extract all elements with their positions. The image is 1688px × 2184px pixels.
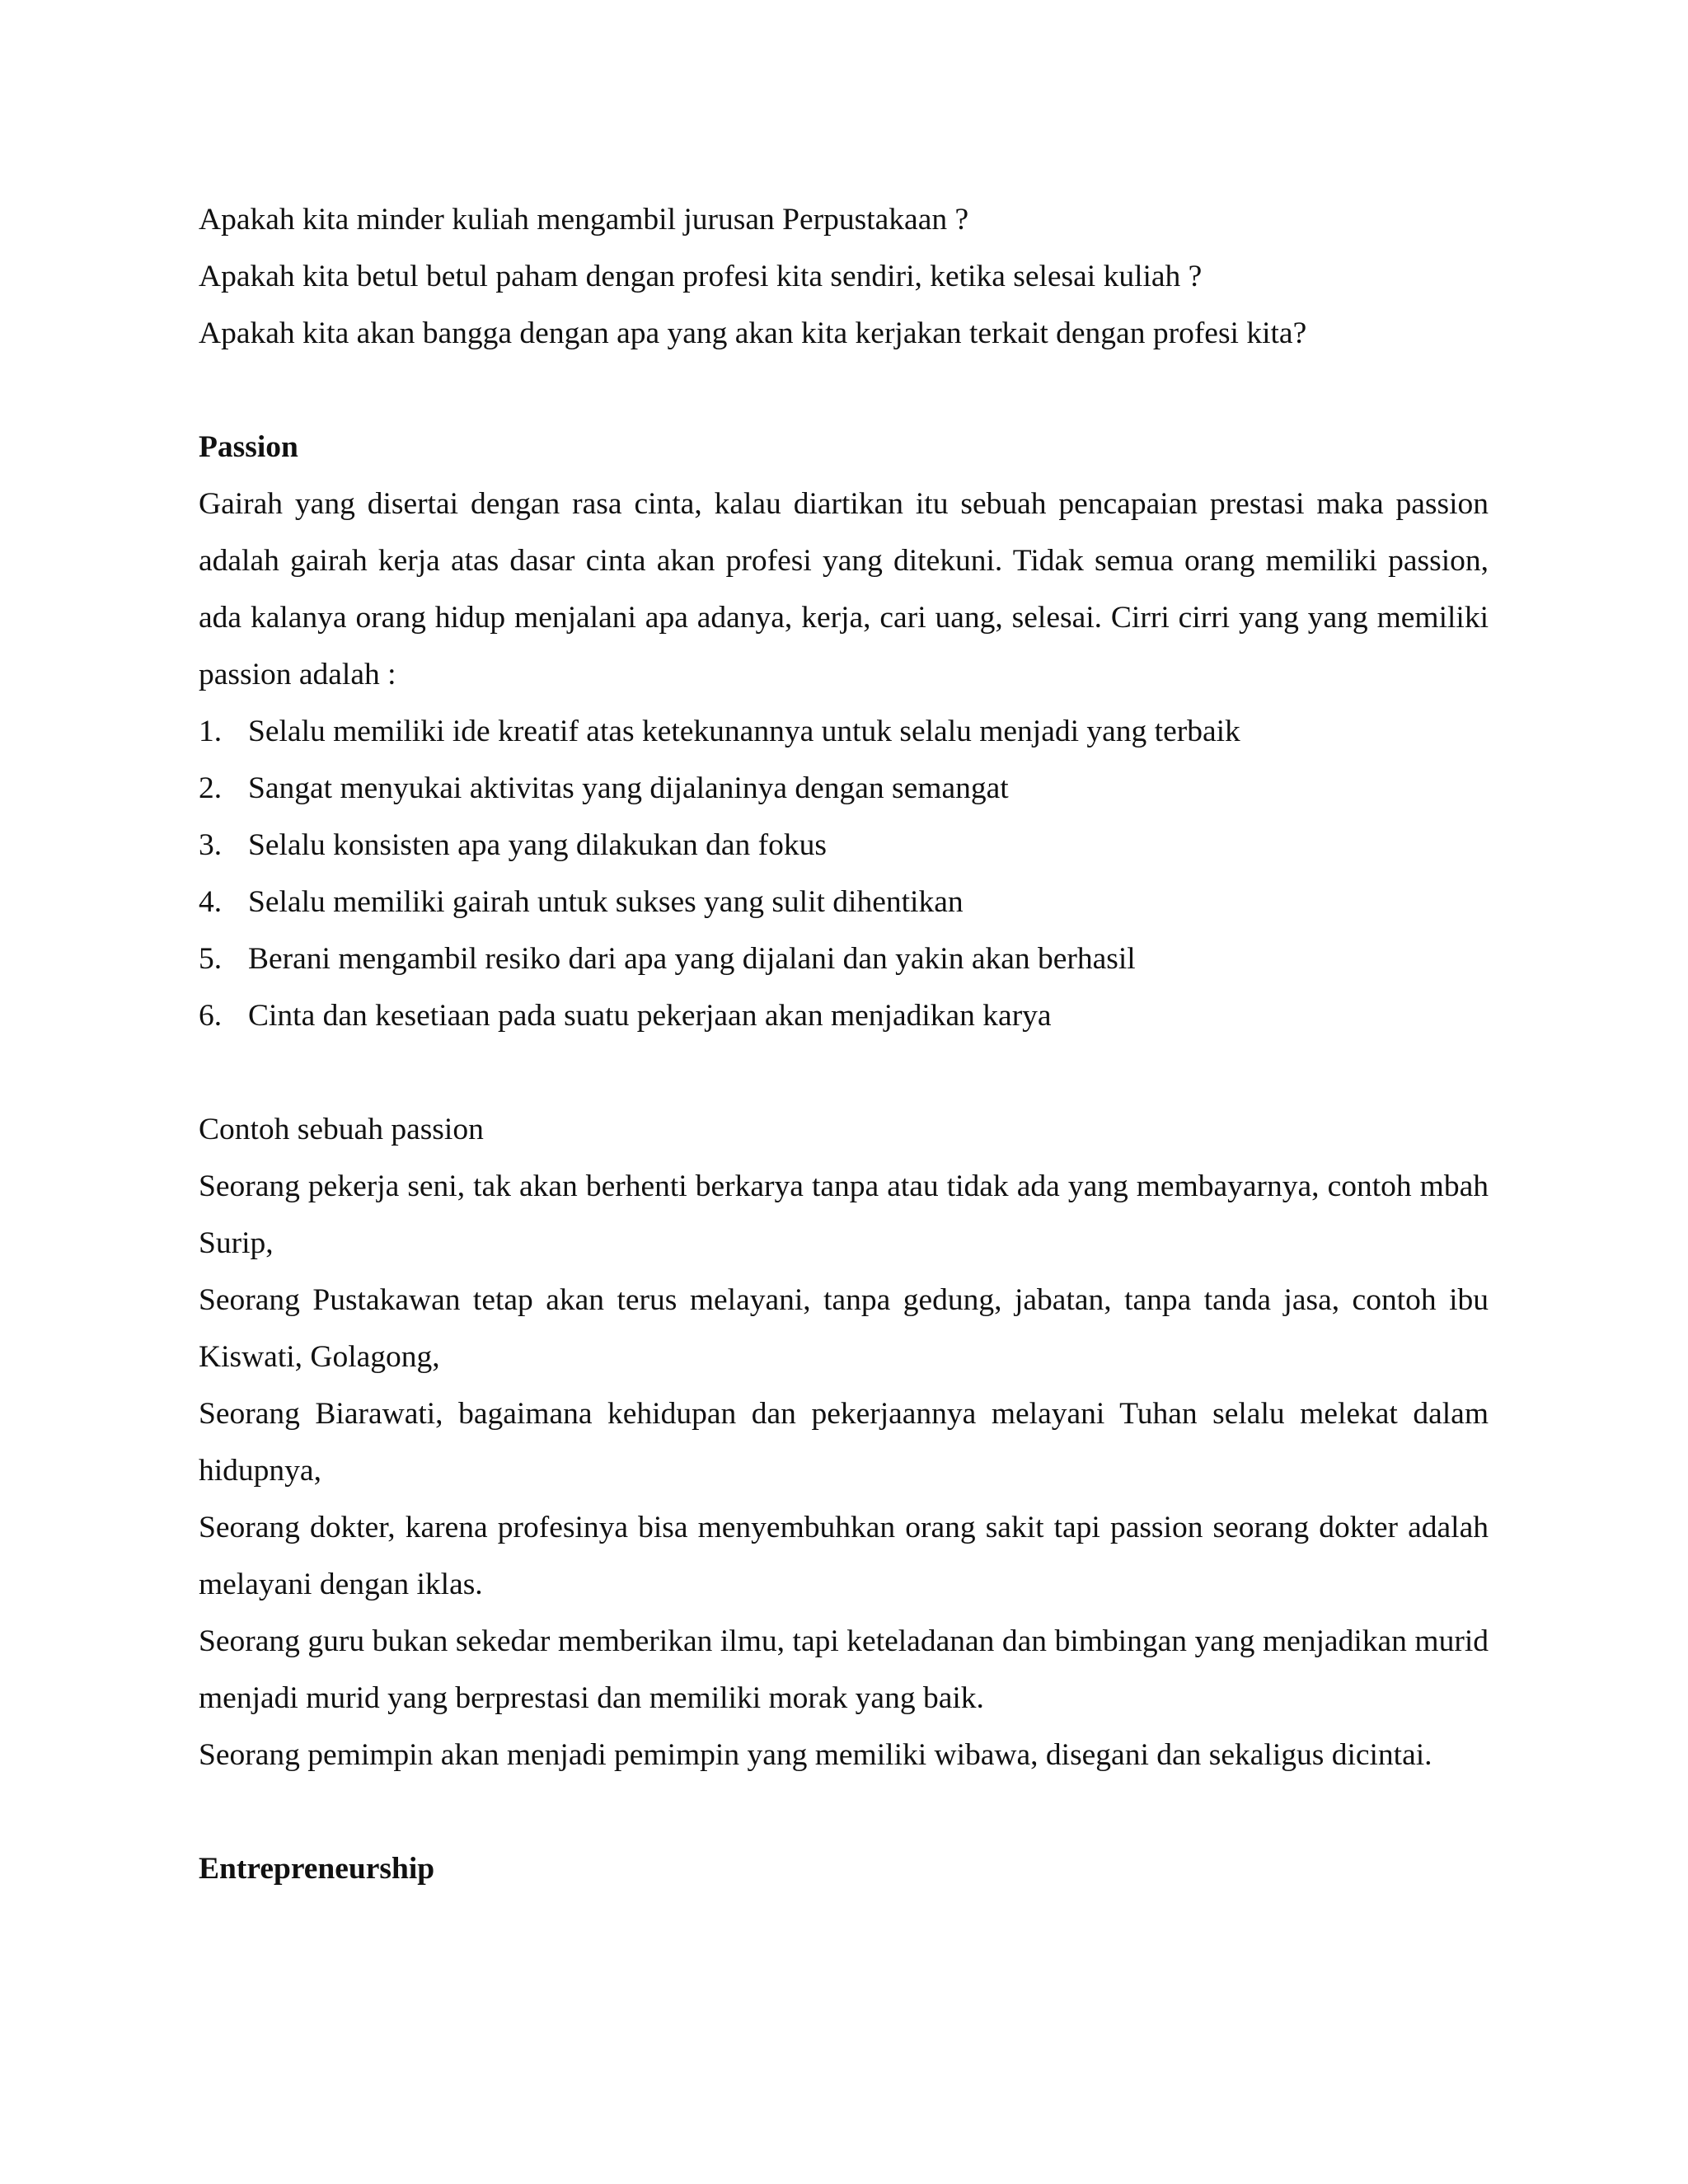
example-paragraph: Seorang pekerja seni, tak akan berhenti berkarya tanpa atau tidak ada yang membayarnya, contoh mbah Surip, — [199, 1169, 1489, 1260]
examples-heading: Contoh sebuah passion — [199, 1113, 484, 1146]
list-number: 1. — [199, 715, 223, 748]
example-paragraph: Seorang dokter, karena profesinya bisa menyembuhkan orang sakit tapi passion seorang dokter adalah melayani dengan iklas. — [199, 1511, 1489, 1601]
spacer — [199, 362, 1489, 419]
list-number: 5. — [199, 942, 223, 976]
list-number: 4. — [199, 885, 223, 919]
list-text: Berani mengambil resiko dari apa yang dijalani dan yakin akan berhasil — [248, 942, 1136, 976]
spacer — [199, 1044, 1489, 1101]
list-item — [199, 760, 1489, 817]
passion-paragraph: Gairah yang disertai dengan rasa cinta, kalau diartikan itu sebuah pencapaian prestasi maka passion adalah gairah kerja atas dasar cinta akan profesi yang ditekuni. Tidak semua orang memiliki passion, ada kalanya orang hidup menjalani apa adanya, kerja, cari uang, selesai. Cirri cirri yang yang memiliki passion adalah : — [199, 487, 1489, 691]
list-item — [199, 987, 1489, 1044]
example-paragraph: Seorang Pustakawan tetap akan terus melayani, tanpa gedung, jabatan, tanpa tanda jasa, contoh ibu Kiswati, Golagong, — [199, 1283, 1489, 1374]
question-2: Apakah kita betul betul paham dengan profesi kita sendiri, ketika selesai kuliah ? — [199, 260, 1203, 293]
list-text: Selalu memiliki gairah untuk sukses yang sulit dihentikan — [248, 885, 964, 919]
list-item — [199, 703, 1489, 760]
example-paragraph: Seorang Biarawati, bagaimana kehidupan dan pekerjaannya melayani Tuhan selalu melekat dalam hidupnya, — [199, 1397, 1489, 1488]
examples-section — [199, 1101, 1489, 1783]
example-paragraph: Seorang guru bukan sekedar memberikan ilmu, tapi keteladanan dan bimbingan yang menjadikan murid menjadi murid yang berprestasi dan memiliki morak yang baik. — [199, 1624, 1489, 1715]
list-item — [199, 817, 1489, 874]
question-3: Apakah kita akan bangga dengan apa yang akan kita kerjakan terkait dengan profesi kita? — [199, 316, 1307, 350]
list-number: 3. — [199, 828, 223, 862]
list-text: Cinta dan kesetiaan pada suatu pekerjaan akan menjadikan karya — [248, 999, 1052, 1033]
opening-questions — [199, 191, 1489, 362]
example-paragraph: Seorang pemimpin akan menjadi pemimpin yang memiliki wibawa, disegani dan sekaligus dicintai. — [199, 1738, 1432, 1772]
list-number: 2. — [199, 771, 223, 805]
list-text: Selalu konsisten apa yang dilakukan dan fokus — [248, 828, 827, 862]
passion-heading: Passion — [199, 430, 298, 464]
list-text: Selalu memiliki ide kreatif atas ketekunannya untuk selalu menjadi yang terbaik — [248, 715, 1240, 748]
spacer — [199, 1783, 1489, 1840]
passion-traits-list — [199, 703, 1489, 1044]
list-text: Sangat menyukai aktivitas yang dijalaninya dengan semangat — [248, 771, 1009, 805]
question-1: Apakah kita minder kuliah mengambil jurusan Perpustakaan ? — [199, 203, 969, 237]
entrepreneurship-heading: Entrepreneurship — [199, 1852, 435, 1886]
document-page — [199, 191, 1489, 1897]
list-item — [199, 930, 1489, 987]
list-item — [199, 874, 1489, 930]
passion-section — [199, 419, 1489, 1044]
list-number: 6. — [199, 999, 223, 1033]
